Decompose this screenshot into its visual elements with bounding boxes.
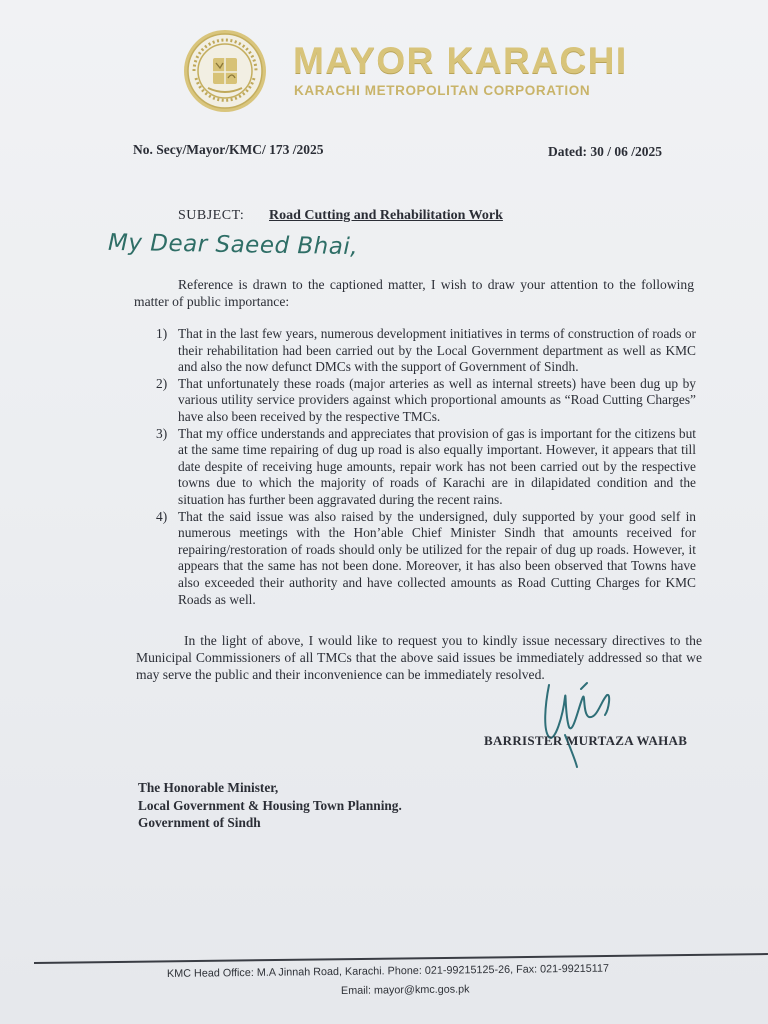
point-number: 2)	[156, 375, 168, 391]
footer-address: KMC Head Office: M.A Jinnah Road, Karachi. Phone: 021-99215125-26, Fax: 021-99215117	[166, 962, 610, 980]
point-number: 4)	[156, 508, 168, 524]
reference-number: No. Secy/Mayor/KMC/ 173 /2025	[133, 142, 324, 157]
point-number: 1)	[156, 326, 168, 341]
signature-icon	[535, 675, 625, 770]
subject-label: SUBJECT:	[178, 208, 245, 223]
list-item	[156, 326, 696, 376]
point-text: That my office understands and appreciates that provision of gas is important for the citizens but at the same time repairing of dug up road is also equally important. However, it appears that till date despite of receiving huge amounts, repair work has not been carried out by the respective towns due to which the majority of roads of Karachi are in dilapidated condition and the situation has further been aggravated during the recent rains.	[178, 425, 696, 507]
intro-paragraph: Reference is drawn to the captioned matter, I wish to draw your attention to the following matter of public importance:	[134, 277, 694, 309]
footer-divider	[34, 953, 768, 964]
signatory-name: BARRISTER MURTAZA WAHAB	[484, 733, 688, 748]
list-item	[156, 509, 696, 609]
subject-text: Road Cutting and Rehabilitation Work	[269, 208, 503, 223]
recipient-government: Government of Sindh	[138, 815, 261, 830]
list-item	[156, 376, 696, 426]
recipient-title: The Honorable Minister,	[138, 780, 279, 795]
recipient-block	[138, 779, 402, 832]
point-text: That the said issue was also raised by the undersigned, duly supported by your good self in numerous meetings with the Hon’able Chief Minister Sindh that amounts received for repairing/restoration of roads should only be utilized for the repair of dug up roads. However, it appears that the same has not been done. Moreover, it has also been observed that Towns have also exceeded their authority and have collected amounts as Road Cutting Charges for KMC Roads as well.	[178, 508, 696, 607]
letter-date: Dated: 30 / 06 /2025	[548, 144, 662, 159]
recipient-department: Local Government & Housing Town Planning.	[138, 797, 402, 813]
letterhead	[0, 0, 768, 120]
kmc-seal-icon	[182, 28, 268, 114]
footer-email: Email: mayor@kmc.gos.pk	[340, 983, 470, 997]
letterhead-title: MAYOR KARACHI	[293, 40, 628, 81]
letterhead-subtitle: KARACHI METROPOLITAN CORPORATION	[294, 83, 591, 98]
point-text: That in the last few years, numerous development initiatives in terms of construction of roads or their rehabilitation had been carried out by the Local Government department as well as KMC and also the now defunct DMCs with the support of Government of Sindh.	[178, 326, 696, 375]
closing-paragraph: In the light of above, I would like to request you to kindly issue necessary directives to the Municipal Commissioners of all TMCs that the above said issues be immediately addressed so that we may serve the public and their inconvenience can be immediately resolved.	[136, 633, 702, 682]
subject-line	[178, 208, 503, 224]
point-text: That unfortunately these roads (major arteries as well as internal streets) have been dug up by various utility service providers against which proportional amounts as “Road Cutting Charges” have also been received by the respective TMCs.	[178, 375, 696, 424]
handwritten-greeting: My Dear Saeed Bhai,	[107, 229, 359, 261]
list-item	[156, 426, 696, 509]
point-number: 3)	[156, 425, 168, 441]
numbered-points	[156, 326, 696, 608]
